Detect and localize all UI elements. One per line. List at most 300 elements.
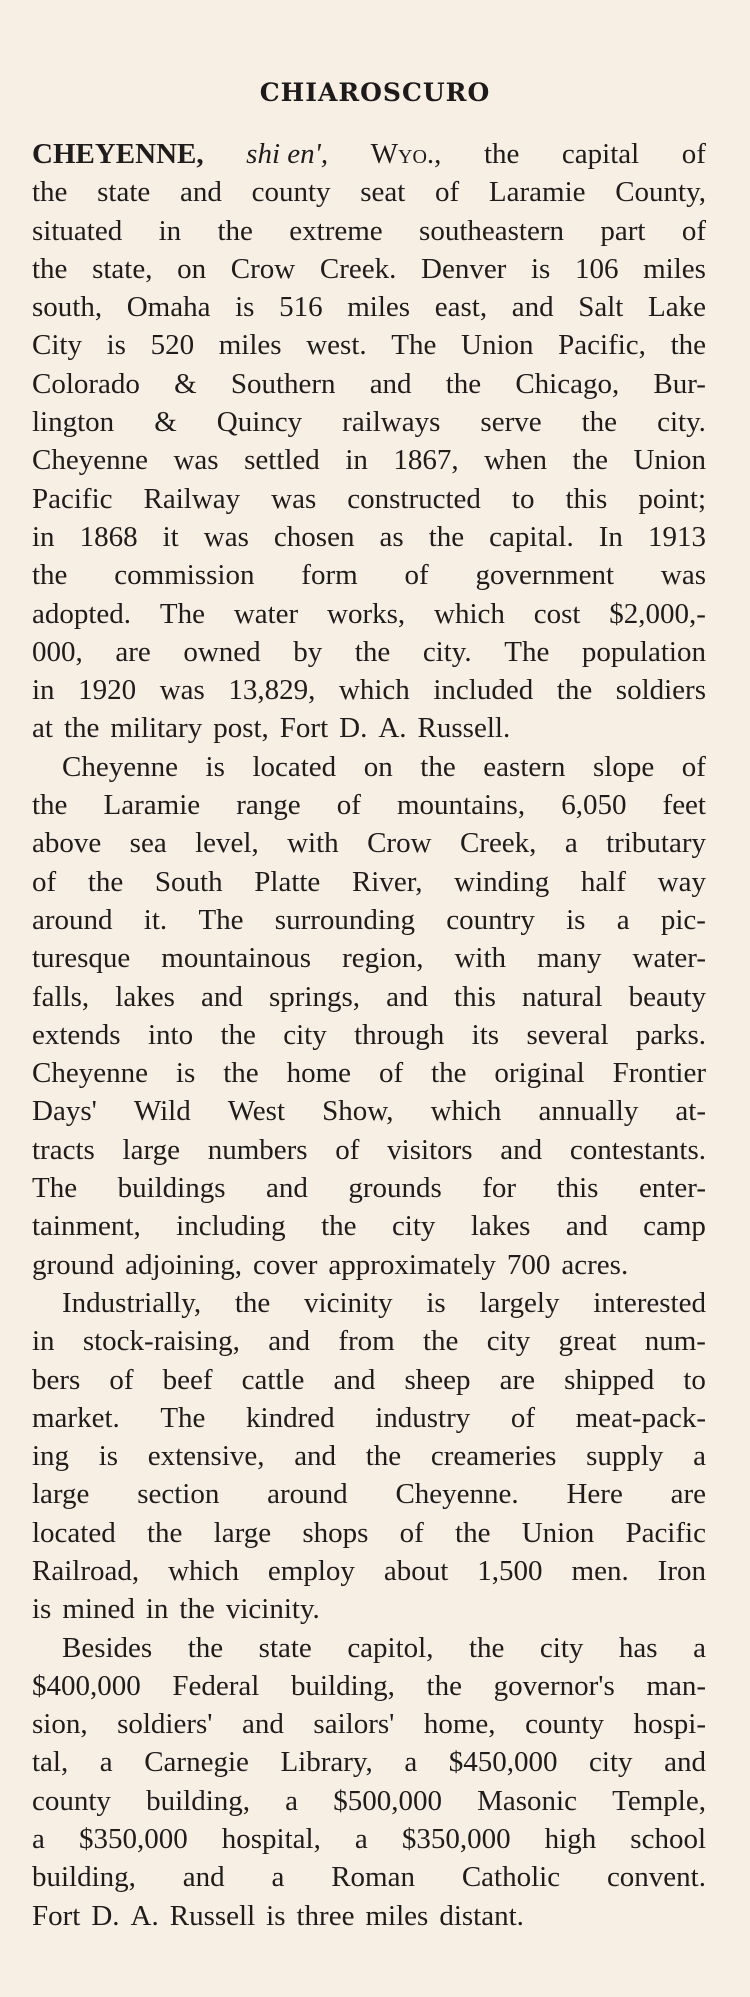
word: and <box>268 1325 311 1358</box>
word: above <box>32 827 102 860</box>
word: included <box>433 674 534 707</box>
word: capital <box>561 138 640 170</box>
text-line <box>32 1897 706 1935</box>
word: 106 <box>574 252 619 285</box>
word: cover <box>252 1248 318 1281</box>
word: tracts <box>32 1133 95 1166</box>
text-line <box>32 901 706 939</box>
word: post, <box>213 712 269 745</box>
word: and <box>369 367 412 400</box>
word: country <box>446 903 535 936</box>
word: Days' <box>32 1095 97 1128</box>
word: shops <box>302 1516 369 1549</box>
word: 13,829, <box>228 674 316 707</box>
word: the <box>431 1057 467 1090</box>
word: Iron <box>657 1554 706 1587</box>
word: Omaha <box>126 291 211 324</box>
word: a <box>285 1784 299 1817</box>
word: the <box>455 1516 491 1549</box>
word: feet <box>662 789 706 822</box>
word: tainment, <box>32 1210 141 1243</box>
word: of <box>510 1401 535 1434</box>
word: the <box>32 252 68 285</box>
text-line <box>32 556 706 594</box>
word: distant. <box>439 1899 524 1932</box>
word: of <box>681 214 706 247</box>
word: the <box>468 1631 505 1664</box>
word: to <box>511 482 535 515</box>
word: is <box>106 329 126 362</box>
text-line <box>32 1552 706 1590</box>
word: convent. <box>606 1861 706 1894</box>
word: and <box>182 1861 225 1894</box>
word: pic- <box>660 903 706 936</box>
word: at <box>32 712 53 745</box>
word: hospi- <box>633 1708 706 1741</box>
text-line <box>32 288 706 326</box>
word: city <box>391 1210 436 1243</box>
word: was <box>173 444 219 477</box>
word: adjoining, <box>125 1248 242 1281</box>
word: Southern <box>230 367 336 400</box>
word: into <box>147 1018 194 1051</box>
word: Cheyenne <box>32 444 148 477</box>
word: half <box>580 865 626 898</box>
word: Creek, <box>459 827 537 860</box>
word: east, <box>434 291 488 324</box>
word: for <box>482 1172 517 1205</box>
word: $350,000 <box>401 1823 511 1856</box>
word: the <box>572 444 608 477</box>
text-line <box>32 1667 706 1705</box>
word: the <box>420 750 456 783</box>
text-line <box>32 709 706 747</box>
word: mountains, <box>397 789 526 822</box>
text-line <box>32 1590 706 1628</box>
word: and <box>200 980 243 1013</box>
word: home, <box>423 1708 496 1741</box>
word: 520 <box>150 329 195 362</box>
word: city. <box>422 635 472 668</box>
word: contestants. <box>569 1133 706 1166</box>
word: falls, <box>32 980 90 1013</box>
word: the <box>217 214 253 247</box>
word: Cheyenne <box>32 1057 148 1090</box>
word: section <box>137 1478 220 1511</box>
word: mountainous <box>161 942 312 975</box>
word: serve <box>480 406 542 439</box>
word: Cheyenne <box>62 750 178 783</box>
word: turesque <box>32 942 131 975</box>
word: and <box>664 1746 706 1779</box>
word: The <box>391 329 437 362</box>
text-line <box>32 748 706 786</box>
word: it. <box>143 903 168 936</box>
word: building, <box>32 1861 136 1894</box>
word: seat <box>360 176 406 209</box>
word: as <box>379 520 404 553</box>
word: kindred <box>246 1401 335 1434</box>
word: county <box>32 1784 111 1817</box>
word: Catholic <box>461 1861 561 1894</box>
word: eastern <box>483 750 566 783</box>
word: in <box>345 444 368 477</box>
word: large <box>122 1133 180 1166</box>
text-line <box>32 1246 706 1284</box>
word: $450,000 <box>448 1746 558 1779</box>
word: a <box>271 1861 285 1894</box>
word: Library, <box>280 1746 373 1779</box>
word: of <box>378 1057 404 1090</box>
word: Wild <box>133 1095 191 1128</box>
word: which <box>168 1554 239 1587</box>
word: Industrially, <box>62 1286 202 1319</box>
word: Bur- <box>653 367 706 400</box>
word: Laramie <box>103 789 201 822</box>
word: Salt <box>578 291 624 324</box>
text-line <box>32 326 706 364</box>
word: to <box>683 1363 706 1396</box>
word: Besides <box>62 1631 153 1664</box>
text-line <box>32 1092 706 1130</box>
word: Federal <box>172 1669 260 1702</box>
word: city. <box>657 406 706 439</box>
word: of <box>32 865 57 898</box>
word: A. <box>378 712 407 745</box>
word: & <box>154 406 177 439</box>
word: original <box>494 1057 585 1090</box>
word: creameries <box>430 1440 557 1473</box>
word: Lake <box>648 291 706 324</box>
word: largely <box>479 1286 560 1319</box>
text-line <box>32 1437 706 1475</box>
word: around <box>267 1478 348 1511</box>
word: and <box>511 291 554 324</box>
word: A. <box>130 1899 159 1932</box>
word: 1920 <box>78 674 137 707</box>
word: is <box>32 1593 52 1626</box>
word: military <box>110 712 203 745</box>
text-line <box>32 403 706 441</box>
word: high <box>544 1823 597 1856</box>
word: buildings <box>117 1172 226 1205</box>
word: a <box>616 903 630 936</box>
text-line <box>32 1782 706 1820</box>
word: around <box>32 903 113 936</box>
word: soldiers' <box>117 1708 213 1741</box>
word: a <box>564 827 578 860</box>
word: is <box>530 252 551 285</box>
word: the <box>87 865 124 898</box>
word: chosen <box>273 520 355 553</box>
word: slope <box>592 750 655 783</box>
word: are <box>115 635 151 668</box>
word: Fort <box>32 1899 81 1932</box>
word: three <box>296 1899 355 1932</box>
text-line <box>32 1629 706 1667</box>
word: miles <box>347 291 411 324</box>
word: The <box>198 903 244 936</box>
word: vicinity. <box>225 1593 320 1626</box>
word: the <box>445 367 482 400</box>
word: is <box>98 1440 119 1473</box>
word: is <box>566 903 586 936</box>
text-line <box>32 595 706 633</box>
word: state, <box>92 252 153 285</box>
text-line <box>32 1016 706 1054</box>
word: south, <box>32 291 103 324</box>
text-line <box>32 1361 706 1399</box>
word: it <box>162 520 179 553</box>
word: camp <box>643 1210 706 1243</box>
word: sion, <box>32 1708 88 1741</box>
word: num- <box>644 1325 706 1358</box>
word: commission <box>114 559 255 592</box>
word: with <box>454 942 507 975</box>
word: bers <box>32 1363 81 1396</box>
word: Union <box>633 444 706 477</box>
running-head: CHIAROSCURO <box>259 78 491 107</box>
word: 000, <box>32 635 83 668</box>
text-line <box>32 786 706 824</box>
word: man- <box>646 1669 706 1702</box>
word: which <box>338 674 410 707</box>
word: which <box>434 597 505 630</box>
word: way <box>657 865 706 898</box>
text-line <box>32 1399 706 1437</box>
word: lakes <box>115 980 175 1013</box>
text-line <box>32 671 706 709</box>
word: cost <box>533 597 581 630</box>
text-line <box>32 1322 706 1360</box>
word: the <box>581 406 618 439</box>
word: of <box>109 1363 134 1396</box>
word: Masonic <box>477 1784 577 1817</box>
word: a <box>693 1631 706 1664</box>
word: market. <box>32 1401 120 1434</box>
word: works, <box>327 597 406 630</box>
word: South <box>154 865 223 898</box>
word: through <box>354 1018 445 1051</box>
text-line <box>32 135 706 173</box>
word: state <box>97 176 151 209</box>
word: Creek. <box>319 252 397 285</box>
word: visitors <box>387 1133 473 1166</box>
text-line <box>32 173 706 211</box>
word: $500,000 <box>333 1784 442 1817</box>
word: are <box>670 1478 706 1511</box>
word: constructed <box>347 482 481 515</box>
word: located <box>252 750 337 783</box>
word: on <box>363 750 393 783</box>
word: Union <box>521 1516 595 1549</box>
word: hospital, <box>221 1823 321 1856</box>
word: soldiers <box>615 674 706 707</box>
word: is <box>235 291 255 324</box>
word: River, <box>351 865 423 898</box>
word: D. <box>339 712 368 745</box>
word: Russell. <box>417 712 511 745</box>
word: Crow <box>230 252 296 285</box>
word: county <box>525 1708 604 1741</box>
word: and <box>500 1133 543 1166</box>
word: of <box>435 176 460 209</box>
word: large <box>213 1516 272 1549</box>
word: is <box>205 750 225 783</box>
word: of <box>681 138 706 170</box>
word: government <box>475 559 615 592</box>
word: Frontier <box>612 1057 706 1090</box>
word: in <box>145 1593 169 1626</box>
word: large <box>32 1478 90 1511</box>
word: of <box>336 789 361 822</box>
text-line <box>32 365 706 403</box>
word: in <box>32 520 55 553</box>
word: and <box>333 1363 376 1396</box>
word: home <box>286 1057 351 1090</box>
word: building, <box>290 1669 395 1702</box>
word: Quincy <box>216 406 303 439</box>
word: population <box>581 635 706 668</box>
word: Temple, <box>612 1784 706 1817</box>
word: school <box>630 1823 706 1856</box>
word: of <box>335 1133 360 1166</box>
word: the <box>426 1669 462 1702</box>
word: part <box>600 214 646 247</box>
word: many <box>537 942 602 975</box>
text-line <box>32 1169 706 1207</box>
word: supply <box>586 1440 664 1473</box>
word: tributary <box>606 827 706 860</box>
word: this <box>556 1172 599 1205</box>
word: has <box>618 1631 658 1664</box>
word: was <box>660 559 706 592</box>
word: west. <box>306 329 367 362</box>
word: Cheyenne. <box>395 1478 519 1511</box>
word: sailors' <box>313 1708 395 1741</box>
word: is <box>175 1057 196 1090</box>
text-line <box>32 1858 706 1896</box>
word: the <box>423 1325 459 1358</box>
word: Laramie <box>488 176 586 209</box>
word: ing <box>32 1440 70 1473</box>
word: city <box>486 1325 531 1358</box>
headword: CHEYENNE, <box>32 138 204 170</box>
text-line <box>32 1284 706 1322</box>
word: and <box>386 980 428 1013</box>
word: 1867, <box>393 444 459 477</box>
word: Pacific <box>32 482 113 515</box>
word: The <box>159 597 205 630</box>
word: lington <box>32 406 115 439</box>
word: of <box>681 750 706 783</box>
word: Carnegie <box>144 1746 249 1779</box>
word: in <box>158 214 182 247</box>
word: the <box>63 712 100 745</box>
word: $400,000 <box>32 1669 141 1702</box>
word: was <box>159 674 205 707</box>
word: level, <box>195 827 259 860</box>
text-line <box>32 250 706 288</box>
word: its <box>471 1018 500 1051</box>
word: tal, <box>32 1746 69 1779</box>
word: 1913 <box>647 520 706 553</box>
word: county <box>251 176 331 209</box>
word: Roman <box>331 1861 415 1894</box>
word: In <box>598 520 623 553</box>
word: West <box>227 1095 286 1128</box>
word: beauty <box>628 980 706 1013</box>
word: Show, <box>322 1095 394 1128</box>
word: water <box>233 597 299 630</box>
word: shipped <box>564 1363 655 1396</box>
word: extends <box>32 1018 121 1051</box>
word: cattle <box>241 1363 305 1396</box>
word: Pacific <box>625 1516 706 1549</box>
pronunciation: shi en', <box>246 138 329 170</box>
text-line <box>32 863 706 901</box>
word: numbers <box>207 1133 308 1166</box>
word: city <box>283 1018 327 1051</box>
word: parks. <box>635 1018 706 1051</box>
word: industry <box>375 1401 471 1434</box>
word: D. <box>91 1899 120 1932</box>
word: is <box>266 1899 286 1932</box>
word: the <box>32 176 68 209</box>
word: Railway <box>143 482 241 515</box>
word: approximately <box>328 1248 496 1281</box>
word: Russell <box>169 1899 256 1932</box>
word: Here <box>566 1478 623 1511</box>
word: employ <box>267 1554 355 1587</box>
word: the <box>428 520 465 553</box>
word: a <box>99 1746 113 1779</box>
word: great <box>558 1325 617 1358</box>
word: a <box>32 1823 45 1856</box>
word: governor's <box>493 1669 615 1702</box>
word: the <box>187 1631 224 1664</box>
word: the <box>146 1516 183 1549</box>
word: natural <box>522 980 603 1013</box>
word: situated <box>32 214 123 247</box>
word: range <box>236 789 301 822</box>
word: in <box>32 1325 55 1358</box>
word: extensive, <box>147 1440 265 1473</box>
word: building, <box>146 1784 251 1817</box>
word: and <box>294 1440 337 1473</box>
word: Denver <box>421 252 507 285</box>
word: with <box>287 827 339 860</box>
word: the <box>365 1440 402 1473</box>
word: vicinity <box>304 1286 393 1319</box>
word: region, <box>342 942 424 975</box>
word: and <box>565 1210 608 1243</box>
text-line <box>32 1054 706 1092</box>
word: when <box>484 444 547 477</box>
word: adopted. <box>32 597 132 630</box>
article-body <box>32 135 706 1935</box>
word: city <box>539 1631 584 1664</box>
word: County, <box>615 176 706 209</box>
word: point; <box>638 482 706 515</box>
text-line <box>32 441 706 479</box>
word: city <box>589 1746 633 1779</box>
word: interested <box>593 1286 706 1319</box>
word: a <box>693 1440 706 1473</box>
word: owned <box>183 635 261 668</box>
word: by <box>293 635 323 668</box>
text-line <box>32 939 706 977</box>
